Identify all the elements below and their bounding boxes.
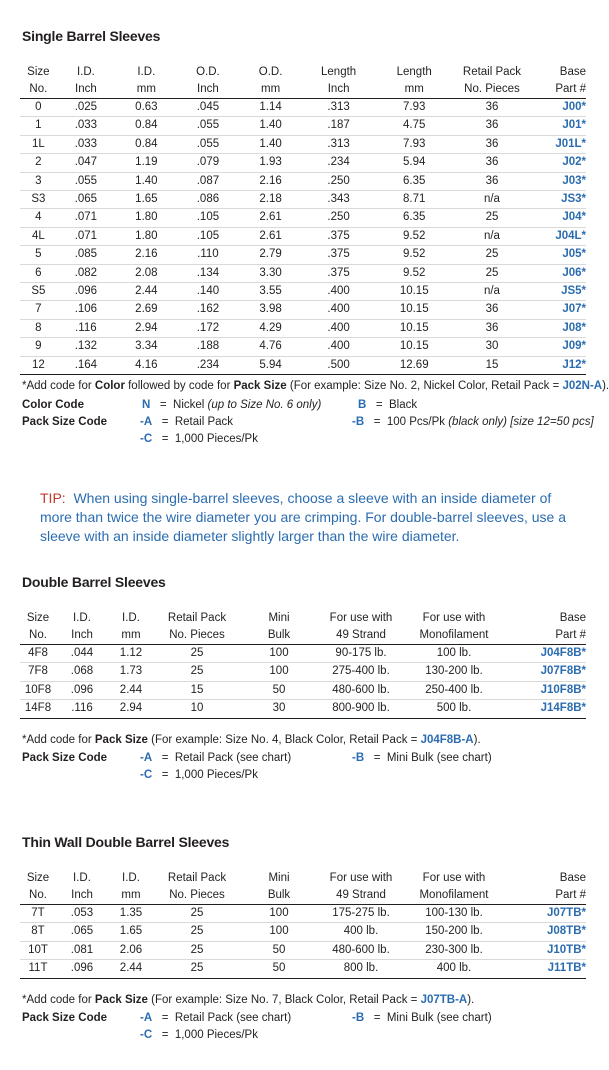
table-cell: 25 xyxy=(454,209,530,227)
thin-wall-table xyxy=(20,870,586,979)
table-cell: .055 xyxy=(178,117,238,135)
table-cell: 800-900 lb. xyxy=(318,700,404,718)
table-cell: 1.65 xyxy=(108,923,154,941)
table-cell: .172 xyxy=(178,319,238,337)
table-cell: 15 xyxy=(454,356,530,374)
table-cell: .105 xyxy=(178,227,238,245)
table-cell: 4.75 xyxy=(374,117,454,135)
table-cell: 0 xyxy=(20,99,57,117)
table-cell: .055 xyxy=(57,172,115,190)
table-cell: 1.73 xyxy=(108,663,154,681)
table-row xyxy=(20,338,586,356)
table-cell: 36 xyxy=(454,99,530,117)
table-row xyxy=(20,209,586,227)
table-cell: .085 xyxy=(57,246,115,264)
table-cell: 11T xyxy=(20,960,56,978)
part-number: J01* xyxy=(530,117,586,135)
column-header: Bulk xyxy=(240,887,318,905)
table-cell: 2.08 xyxy=(115,264,178,282)
part-number: JS5* xyxy=(530,283,586,301)
table-cell: 2.44 xyxy=(115,283,178,301)
table-cell: S5 xyxy=(20,283,57,301)
table-cell: 90-175 lb. xyxy=(318,645,404,663)
table-row xyxy=(20,941,586,959)
column-header: Bulk xyxy=(240,627,318,645)
table-cell: 12.69 xyxy=(374,356,454,374)
table-cell: 2.06 xyxy=(108,941,154,959)
table-cell: .045 xyxy=(178,99,238,117)
code-black: B = Black xyxy=(358,399,418,411)
table-cell: .068 xyxy=(56,663,108,681)
table-cell: 30 xyxy=(454,338,530,356)
column-header: Mini xyxy=(268,612,290,624)
table-cell: 5.94 xyxy=(238,356,303,374)
thin-code-retail-pack: -A = Retail Pack (see chart) xyxy=(140,1012,292,1024)
column-header: Mini xyxy=(268,872,290,884)
table-cell: 8T xyxy=(20,923,56,941)
table-cell: 250-400 lb. xyxy=(404,681,504,699)
tip-label: TIP: xyxy=(40,490,66,506)
table-cell: .250 xyxy=(303,172,374,190)
table-cell: 100-130 lb. xyxy=(404,905,504,923)
table-cell: 1.14 xyxy=(238,99,303,117)
table-cell: .055 xyxy=(178,135,238,153)
table-cell: 10.15 xyxy=(374,301,454,319)
table-cell: .375 xyxy=(303,227,374,245)
code-nickel: N = Nickel (up to Size No. 6 only) xyxy=(142,399,322,411)
part-number: J03* xyxy=(530,172,586,190)
column-header: 49 Strand xyxy=(318,887,404,905)
column-header: For use with xyxy=(422,612,486,624)
column-header: mm xyxy=(108,627,154,645)
table-row xyxy=(20,264,586,282)
part-number: J07TB* xyxy=(504,905,586,923)
column-header: Size xyxy=(26,872,50,884)
table-cell: 6.35 xyxy=(374,172,454,190)
column-header: For use with xyxy=(329,612,393,624)
double-code-mini-bulk: -B = Mini Bulk (see chart) xyxy=(352,752,492,764)
table-cell: 2.94 xyxy=(108,700,154,718)
table-cell: 25 xyxy=(154,923,240,941)
column-header: Monofilament xyxy=(404,887,504,905)
part-number: J12* xyxy=(530,356,586,374)
part-number: J14F8B* xyxy=(504,700,586,718)
table-row xyxy=(20,905,586,923)
table-cell: 1.12 xyxy=(108,645,154,663)
table-cell: 25 xyxy=(154,663,240,681)
table-cell: 2.79 xyxy=(238,246,303,264)
table-cell: 36 xyxy=(454,301,530,319)
table-row xyxy=(20,319,586,337)
table-cell: .053 xyxy=(56,905,108,923)
double-add-code-note: *Add code for Pack Size (For example: Size No. 4, Black Color, Retail Pack = J04F8B-A). xyxy=(22,734,481,746)
table-cell: 5 xyxy=(20,246,57,264)
part-number: J02* xyxy=(530,154,586,172)
table-cell: .132 xyxy=(57,338,115,356)
table-cell: 4.16 xyxy=(115,356,178,374)
table-cell: 8 xyxy=(20,319,57,337)
part-number: J08TB* xyxy=(504,923,586,941)
table-cell: n/a xyxy=(454,191,530,209)
table-cell: 12 xyxy=(20,356,57,374)
table-cell: 2.44 xyxy=(108,960,154,978)
table-cell: .400 xyxy=(303,283,374,301)
table-cell: 2.18 xyxy=(238,191,303,209)
table-cell: 1.35 xyxy=(108,905,154,923)
part-number: J00* xyxy=(530,99,586,117)
table-cell: 50 xyxy=(240,681,318,699)
table-cell: 10F8 xyxy=(20,681,56,699)
table-cell: 4L xyxy=(20,227,57,245)
table-cell: .025 xyxy=(57,99,115,117)
table-cell: 1.19 xyxy=(115,154,178,172)
table-cell: 2.94 xyxy=(115,319,178,337)
double-code-1000-pieces: -C = 1,000 Pieces/Pk xyxy=(140,769,258,781)
code-100-pcs: -B = 100 Pcs/Pk (black only) [size 12=50 pcs] xyxy=(352,416,594,428)
part-number: JS3* xyxy=(530,191,586,209)
single-add-code-note: *Add code for Color followed by code for Pack Size (For example: Size No. 2, Nickel Color, Retail Pack = J02N-A). xyxy=(22,380,609,392)
table-cell: .375 xyxy=(303,246,374,264)
table-cell: 1.80 xyxy=(115,209,178,227)
table-cell: 100 lb. xyxy=(404,645,504,663)
column-header: Retail Pack xyxy=(167,612,227,624)
column-header: mm xyxy=(115,81,178,99)
part-number: J04L* xyxy=(530,227,586,245)
table-cell: 7 xyxy=(20,301,57,319)
column-header: O.D. xyxy=(196,66,220,78)
table-cell: 175-275 lb. xyxy=(318,905,404,923)
table-cell: 480-600 lb. xyxy=(318,941,404,959)
tip-paragraph xyxy=(40,489,580,546)
column-header: No. Pieces xyxy=(454,81,530,99)
table-cell: 6 xyxy=(20,264,57,282)
table-cell: 480-600 lb. xyxy=(318,681,404,699)
table-cell: 400 lb. xyxy=(404,960,504,978)
table-row xyxy=(20,700,586,718)
table-cell: .044 xyxy=(56,645,108,663)
table-cell: 25 xyxy=(154,941,240,959)
table-cell: 100 xyxy=(240,905,318,923)
table-cell: .343 xyxy=(303,191,374,209)
column-header: I.D. xyxy=(122,872,140,884)
pack-size-code-label: Pack Size Code xyxy=(22,416,108,428)
table-cell: 3.55 xyxy=(238,283,303,301)
column-header: Inch xyxy=(303,81,374,99)
table-cell: 25 xyxy=(454,246,530,264)
table-cell: .116 xyxy=(57,319,115,337)
column-header: No. Pieces xyxy=(154,627,240,645)
column-header: I.D. xyxy=(122,612,140,624)
table-row xyxy=(20,227,586,245)
column-header: I.D. xyxy=(137,66,156,78)
single-barrel-table xyxy=(20,64,586,375)
column-header: No. xyxy=(20,81,57,99)
code-1000-pieces: -C = 1,000 Pieces/Pk xyxy=(140,433,258,445)
table-cell: .081 xyxy=(56,941,108,959)
table-cell: 4.76 xyxy=(238,338,303,356)
column-header: mm xyxy=(374,81,454,99)
table-cell: .400 xyxy=(303,301,374,319)
single-title: Single Barrel Sleeves xyxy=(22,28,161,44)
double-barrel-table xyxy=(20,610,586,719)
table-cell: 5.94 xyxy=(374,154,454,172)
table-cell: 150-200 lb. xyxy=(404,923,504,941)
table-cell: 1 xyxy=(20,117,57,135)
column-header: Monofilament xyxy=(404,627,504,645)
table-cell: 3 xyxy=(20,172,57,190)
table-cell: 25 xyxy=(154,960,240,978)
table-cell: .079 xyxy=(178,154,238,172)
table-cell: .313 xyxy=(303,135,374,153)
table-cell: 500 lb. xyxy=(404,700,504,718)
table-row xyxy=(20,191,586,209)
table-cell: 800 lb. xyxy=(318,960,404,978)
table-cell: .500 xyxy=(303,356,374,374)
table-cell: 36 xyxy=(454,319,530,337)
table-cell: 36 xyxy=(454,154,530,172)
column-header: Retail Pack xyxy=(167,872,227,884)
table-row xyxy=(20,283,586,301)
column-header: Length xyxy=(321,66,357,78)
table-cell: 0.84 xyxy=(115,135,178,153)
table-cell: 10.15 xyxy=(374,319,454,337)
tip-text: When using single-barrel sleeves, choose a sleeve with an inside diameter of more than twice the wire diameter you are crimping. For double-barrel sleeves, use a sleeve with an inside diameter slightly larger than the wire diameter. xyxy=(40,490,567,544)
part-number: J10TB* xyxy=(504,941,586,959)
table-cell: .188 xyxy=(178,338,238,356)
table-cell: 9.52 xyxy=(374,246,454,264)
column-header: Inch xyxy=(178,81,238,99)
table-cell: .375 xyxy=(303,264,374,282)
part-number: J04* xyxy=(530,209,586,227)
table-cell: .234 xyxy=(178,356,238,374)
column-header: No. xyxy=(20,887,56,905)
table-cell: .071 xyxy=(57,209,115,227)
table-cell: 10.15 xyxy=(374,338,454,356)
column-header: I.D. xyxy=(76,66,95,78)
table-cell: 7.93 xyxy=(374,135,454,153)
table-cell: 4.29 xyxy=(238,319,303,337)
table-cell: .033 xyxy=(57,117,115,135)
table-cell: .110 xyxy=(178,246,238,264)
table-cell: 50 xyxy=(240,960,318,978)
table-cell: 10 xyxy=(154,700,240,718)
column-header: O.D. xyxy=(258,66,283,78)
column-header: mm xyxy=(238,81,303,99)
part-number: J04F8B* xyxy=(504,645,586,663)
column-header: Size xyxy=(27,66,50,78)
part-number: J06* xyxy=(530,264,586,282)
column-header: No. Pieces xyxy=(154,887,240,905)
table-cell: 7T xyxy=(20,905,56,923)
table-cell: .096 xyxy=(56,960,108,978)
table-cell: n/a xyxy=(454,283,530,301)
column-header: Part # xyxy=(530,81,586,99)
table-cell: S3 xyxy=(20,191,57,209)
table-cell: 6.35 xyxy=(374,209,454,227)
thin-code-1000-pieces: -C = 1,000 Pieces/Pk xyxy=(140,1029,258,1041)
column-header: For use with xyxy=(422,872,486,884)
color-code-label: Color Code xyxy=(22,399,84,411)
table-cell: 400 lb. xyxy=(318,923,404,941)
table-cell: .071 xyxy=(57,227,115,245)
table-cell: 1.40 xyxy=(238,135,303,153)
table-cell: 9 xyxy=(20,338,57,356)
table-cell: 3.30 xyxy=(238,264,303,282)
table-cell: .164 xyxy=(57,356,115,374)
table-cell: 2.44 xyxy=(108,681,154,699)
table-cell: 9.52 xyxy=(374,227,454,245)
table-row xyxy=(20,356,586,374)
table-cell: .106 xyxy=(57,301,115,319)
table-cell: 36 xyxy=(454,117,530,135)
table-row xyxy=(20,301,586,319)
part-number: J09* xyxy=(530,338,586,356)
table-cell: 1.40 xyxy=(238,117,303,135)
double-pack-size-code-label: Pack Size Code xyxy=(22,752,108,764)
column-header: Inch xyxy=(56,887,108,905)
table-cell: .096 xyxy=(57,283,115,301)
part-number: J05* xyxy=(530,246,586,264)
part-number: J08* xyxy=(530,319,586,337)
table-cell: .400 xyxy=(303,338,374,356)
column-header: 49 Strand xyxy=(318,627,404,645)
table-cell: 50 xyxy=(240,941,318,959)
table-cell: 3.34 xyxy=(115,338,178,356)
table-cell: 10T xyxy=(20,941,56,959)
table-cell: .087 xyxy=(178,172,238,190)
double-title: Double Barrel Sleeves xyxy=(22,574,166,590)
table-cell: 7F8 xyxy=(20,663,56,681)
part-number: J10F8B* xyxy=(504,681,586,699)
table-row xyxy=(20,663,586,681)
table-row xyxy=(20,960,586,978)
table-cell: .400 xyxy=(303,319,374,337)
table-cell: 10.15 xyxy=(374,283,454,301)
table-cell: 36 xyxy=(454,172,530,190)
column-header: Base xyxy=(559,66,586,78)
table-cell: n/a xyxy=(454,227,530,245)
table-cell: .033 xyxy=(57,135,115,153)
table-cell: 2.16 xyxy=(115,246,178,264)
table-cell: .187 xyxy=(303,117,374,135)
table-row xyxy=(20,117,586,135)
table-cell: .313 xyxy=(303,99,374,117)
column-header: No. xyxy=(20,627,56,645)
table-row xyxy=(20,681,586,699)
table-row xyxy=(20,645,586,663)
table-cell: .086 xyxy=(178,191,238,209)
table-cell: 100 xyxy=(240,645,318,663)
part-number: J07* xyxy=(530,301,586,319)
column-header: Part # xyxy=(504,887,586,905)
table-cell: 14F8 xyxy=(20,700,56,718)
table-cell: 100 xyxy=(240,663,318,681)
part-number: J07F8B* xyxy=(504,663,586,681)
thin-code-mini-bulk: -B = Mini Bulk (see chart) xyxy=(352,1012,492,1024)
table-cell: .162 xyxy=(178,301,238,319)
table-cell: 1.80 xyxy=(115,227,178,245)
table-cell: .096 xyxy=(56,681,108,699)
table-cell: 2.61 xyxy=(238,227,303,245)
table-cell: .134 xyxy=(178,264,238,282)
table-cell: 130-200 lb. xyxy=(404,663,504,681)
table-cell: 2.61 xyxy=(238,209,303,227)
column-header: I.D. xyxy=(73,872,91,884)
table-cell: 1.93 xyxy=(238,154,303,172)
table-cell: 230-300 lb. xyxy=(404,941,504,959)
code-retail-pack: -A = Retail Pack xyxy=(140,416,234,428)
table-cell: 36 xyxy=(454,135,530,153)
column-header: Size xyxy=(26,612,50,624)
column-header: For use with xyxy=(329,872,393,884)
column-header: Base xyxy=(559,612,586,624)
table-cell: 1.65 xyxy=(115,191,178,209)
table-row xyxy=(20,923,586,941)
table-cell: 7.93 xyxy=(374,99,454,117)
column-header: Inch xyxy=(56,627,108,645)
table-cell: 275-400 lb. xyxy=(318,663,404,681)
table-cell: .105 xyxy=(178,209,238,227)
column-header: Length xyxy=(396,66,432,78)
table-cell: 8.71 xyxy=(374,191,454,209)
table-row xyxy=(20,135,586,153)
column-header: Inch xyxy=(57,81,115,99)
double-code-retail-pack: -A = Retail Pack (see chart) xyxy=(140,752,292,764)
table-cell: 1L xyxy=(20,135,57,153)
part-number: J11TB* xyxy=(504,960,586,978)
table-cell: 9.52 xyxy=(374,264,454,282)
column-header: I.D. xyxy=(73,612,91,624)
column-header: mm xyxy=(108,887,154,905)
table-cell: 0.84 xyxy=(115,117,178,135)
table-cell: 0.63 xyxy=(115,99,178,117)
table-cell: .250 xyxy=(303,209,374,227)
table-cell: 3.98 xyxy=(238,301,303,319)
column-header: Base xyxy=(559,872,586,884)
table-cell: .065 xyxy=(57,191,115,209)
thin-add-code-note: *Add code for Pack Size (For example: Size No. 7, Black Color, Retail Pack = J07TB-A). xyxy=(22,994,475,1006)
table-cell: 2.16 xyxy=(238,172,303,190)
table-cell: 25 xyxy=(454,264,530,282)
table-cell: .140 xyxy=(178,283,238,301)
table-cell: 15 xyxy=(154,681,240,699)
table-cell: 4F8 xyxy=(20,645,56,663)
table-cell: 4 xyxy=(20,209,57,227)
table-cell: .234 xyxy=(303,154,374,172)
column-header: Part # xyxy=(504,627,586,645)
thin-pack-size-code-label: Pack Size Code xyxy=(22,1012,108,1024)
table-cell: 30 xyxy=(240,700,318,718)
table-cell: .065 xyxy=(56,923,108,941)
table-cell: .116 xyxy=(56,700,108,718)
table-cell: 2.69 xyxy=(115,301,178,319)
table-row xyxy=(20,246,586,264)
table-cell: .047 xyxy=(57,154,115,172)
thin-title: Thin Wall Double Barrel Sleeves xyxy=(22,834,230,850)
table-row xyxy=(20,99,586,117)
table-cell: 1.40 xyxy=(115,172,178,190)
table-cell: .082 xyxy=(57,264,115,282)
part-number: J01L* xyxy=(530,135,586,153)
column-header: Retail Pack xyxy=(462,66,522,78)
table-cell: 100 xyxy=(240,923,318,941)
table-cell: 25 xyxy=(154,905,240,923)
table-row xyxy=(20,172,586,190)
table-row xyxy=(20,154,586,172)
table-cell: 2 xyxy=(20,154,57,172)
table-cell: 25 xyxy=(154,645,240,663)
